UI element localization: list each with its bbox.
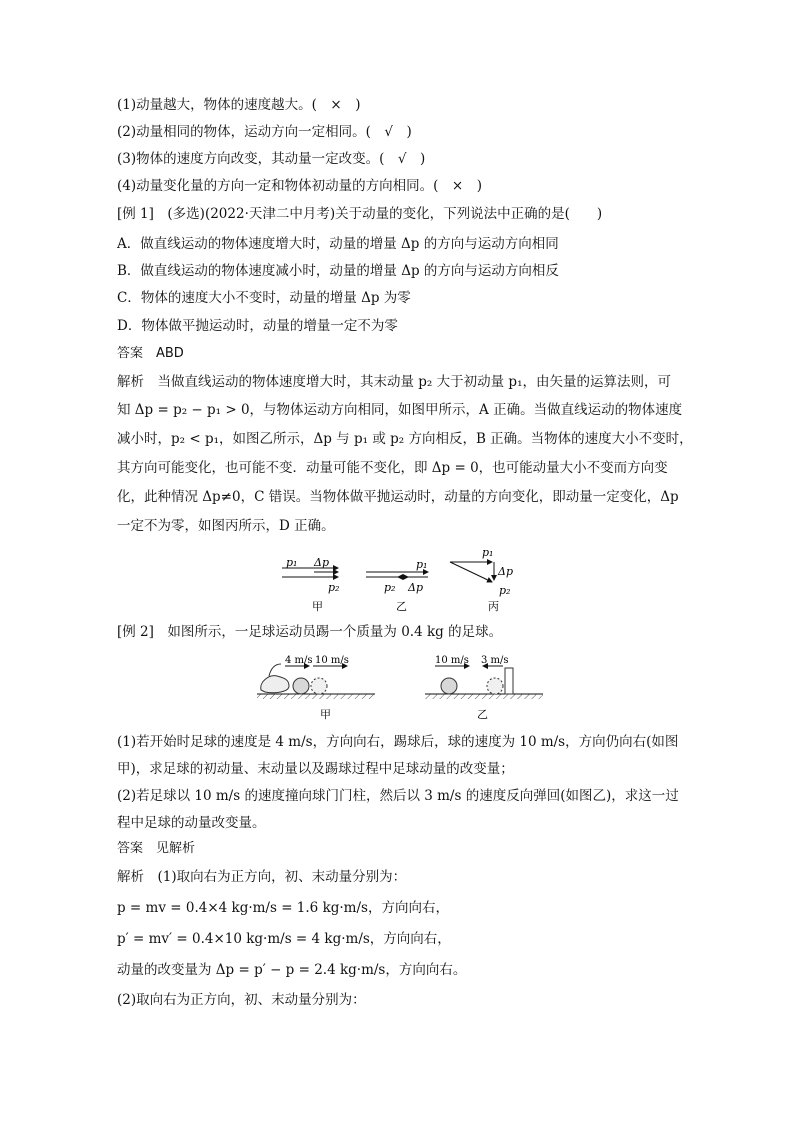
example1-option-a: A．做直线运动的物体速度增大时，动量的增量 Δp 的方向与运动方向相同	[117, 236, 559, 252]
yi-ground	[425, 694, 543, 699]
example1-question: [例 1] (多选)(2022·天津二中月考)关于动量的变化，下列说法中正确的是( )	[117, 206, 603, 222]
example1-analysis-3: 减小时，p₂ < p₁，如图乙所示，Δp 与 p₁ 或 p₂ 方向相反，B 正确。当物体的速度大小不变时，	[117, 431, 693, 447]
example1-analysis-4: 其方向可能变化，也可能不变．动量可能不变化，即 Δp = 0，也可能动量大小不变而方向变	[117, 460, 668, 476]
jia-p2-label: p₂	[328, 581, 340, 594]
example2-analysis-4: 动量的改变量为 Δp = p′ − p = 2.4 kg·m/s，方向向右。	[117, 962, 467, 978]
bing-p2-label: p₂	[499, 584, 511, 597]
caption-yi-2: 乙	[477, 708, 488, 721]
bing-p2-arrow	[450, 562, 492, 582]
judgment-4: (4)动量变化量的方向一定和物体初动量的方向相同。( × )	[117, 178, 482, 194]
football-figure	[255, 650, 545, 724]
v2-label: 10 m/s	[315, 655, 349, 666]
example1-analysis-1: 解析 当做直线运动的物体速度增大时，其末动量 p₂ 大于初动量 p₁，由矢量的运算法则，可	[117, 374, 671, 390]
example2-answer: 答案 见解析	[117, 841, 196, 856]
v4-label: 3 m/s	[481, 655, 509, 666]
caption-bing: 丙	[488, 600, 499, 613]
jia-dp-label: Δp	[314, 556, 329, 569]
example2-part1-line1: (1)若开始时足球的速度是 4 m/s，方向向右，踢球后，球的速度为 10 m/s，方向仍向右(如图	[117, 734, 679, 750]
example2-analysis-3: p′ = mv′ = 0.4×10 kg·m/s = 4 kg·m/s，方向向右，	[117, 931, 451, 947]
caption-jia: 甲	[312, 600, 323, 613]
yi-p1-label: p₁	[416, 558, 428, 571]
bing-dp-label: Δp	[498, 565, 513, 578]
v3-label: 10 m/s	[435, 655, 469, 666]
example2-analysis-5: (2)取向右为正方向，初、末动量分别为：	[117, 992, 366, 1008]
example2-part2-line2: 程中足球的动量改变量。	[117, 815, 266, 831]
football-diagram	[255, 650, 545, 724]
ball-incoming-icon	[441, 678, 457, 694]
example1-analysis-5: 化，此种情况 Δp≠0，C 错误。当物体做平抛运动时，动量的方向变化，即动量一定变化，Δp	[117, 489, 679, 505]
momentum-vector-figure	[270, 544, 530, 616]
example2-analysis-1: 解析 (1)取向右为正方向，初、末动量分别为：	[117, 869, 407, 885]
example2-analysis-2: p = mv = 0.4×4 kg·m/s = 1.6 kg·m/s，方向向右，	[117, 900, 449, 916]
ball-rebound-icon	[487, 678, 503, 694]
example2-part2-line1: (2)若足球以 10 m/s 的速度撞向球门门柱，然后以 3 m/s 的速度反向弹回(如图乙)，求这一过	[117, 788, 679, 804]
ball-final-icon	[311, 678, 327, 694]
example1-option-d: D．物体做平抛运动时，动量的增量一定不为零	[117, 318, 398, 334]
foot-icon	[261, 676, 289, 693]
judgment-3: (3)物体的速度方向改变，其动量一定改变。( √ )	[117, 151, 426, 167]
bing-p1-label: p₁	[482, 546, 494, 559]
v1-label: 4 m/s	[285, 655, 313, 666]
yi-p2-label: p₂	[384, 581, 396, 594]
example1-analysis-6: 一定不为零，如图丙所示，D 正确。	[117, 518, 335, 534]
example2-question: [例 2] 如图所示，一足球运动员踢一个质量为 0.4 kg 的足球。	[117, 624, 503, 640]
ball-initial-icon	[293, 678, 309, 694]
example2-part1-line2: 甲)，求足球的初动量、末动量以及踢球过程中足球动量的改变量；	[117, 761, 514, 777]
example1-option-c: C．物体的速度大小不变时，动量的增量 Δp 为零	[117, 290, 411, 306]
judgment-2: (2)动量相同的物体，运动方向一定相同。( √ )	[117, 124, 412, 140]
jia-p1-label: p₁	[286, 556, 298, 569]
goal-post-icon	[505, 668, 513, 694]
caption-jia-2: 甲	[320, 708, 331, 721]
example1-answer: 答案 ABD	[117, 346, 184, 361]
yi-dp-label: Δp	[408, 581, 423, 594]
caption-yi: 乙	[396, 600, 407, 613]
example1-option-b: B．做直线运动的物体速度减小时，动量的增量 Δp 的方向与运动方向相反	[117, 263, 559, 279]
judgment-1: (1)动量越大，物体的速度越大。( × )	[117, 97, 361, 113]
jia-ground	[257, 694, 375, 699]
momentum-vector-diagram	[270, 544, 530, 616]
example1-analysis-2: 知 Δp = p₂ − p₁ > 0，与物体运动方向相同，如图甲所示，A 正确。当做直线运动的物体速度	[117, 402, 683, 418]
